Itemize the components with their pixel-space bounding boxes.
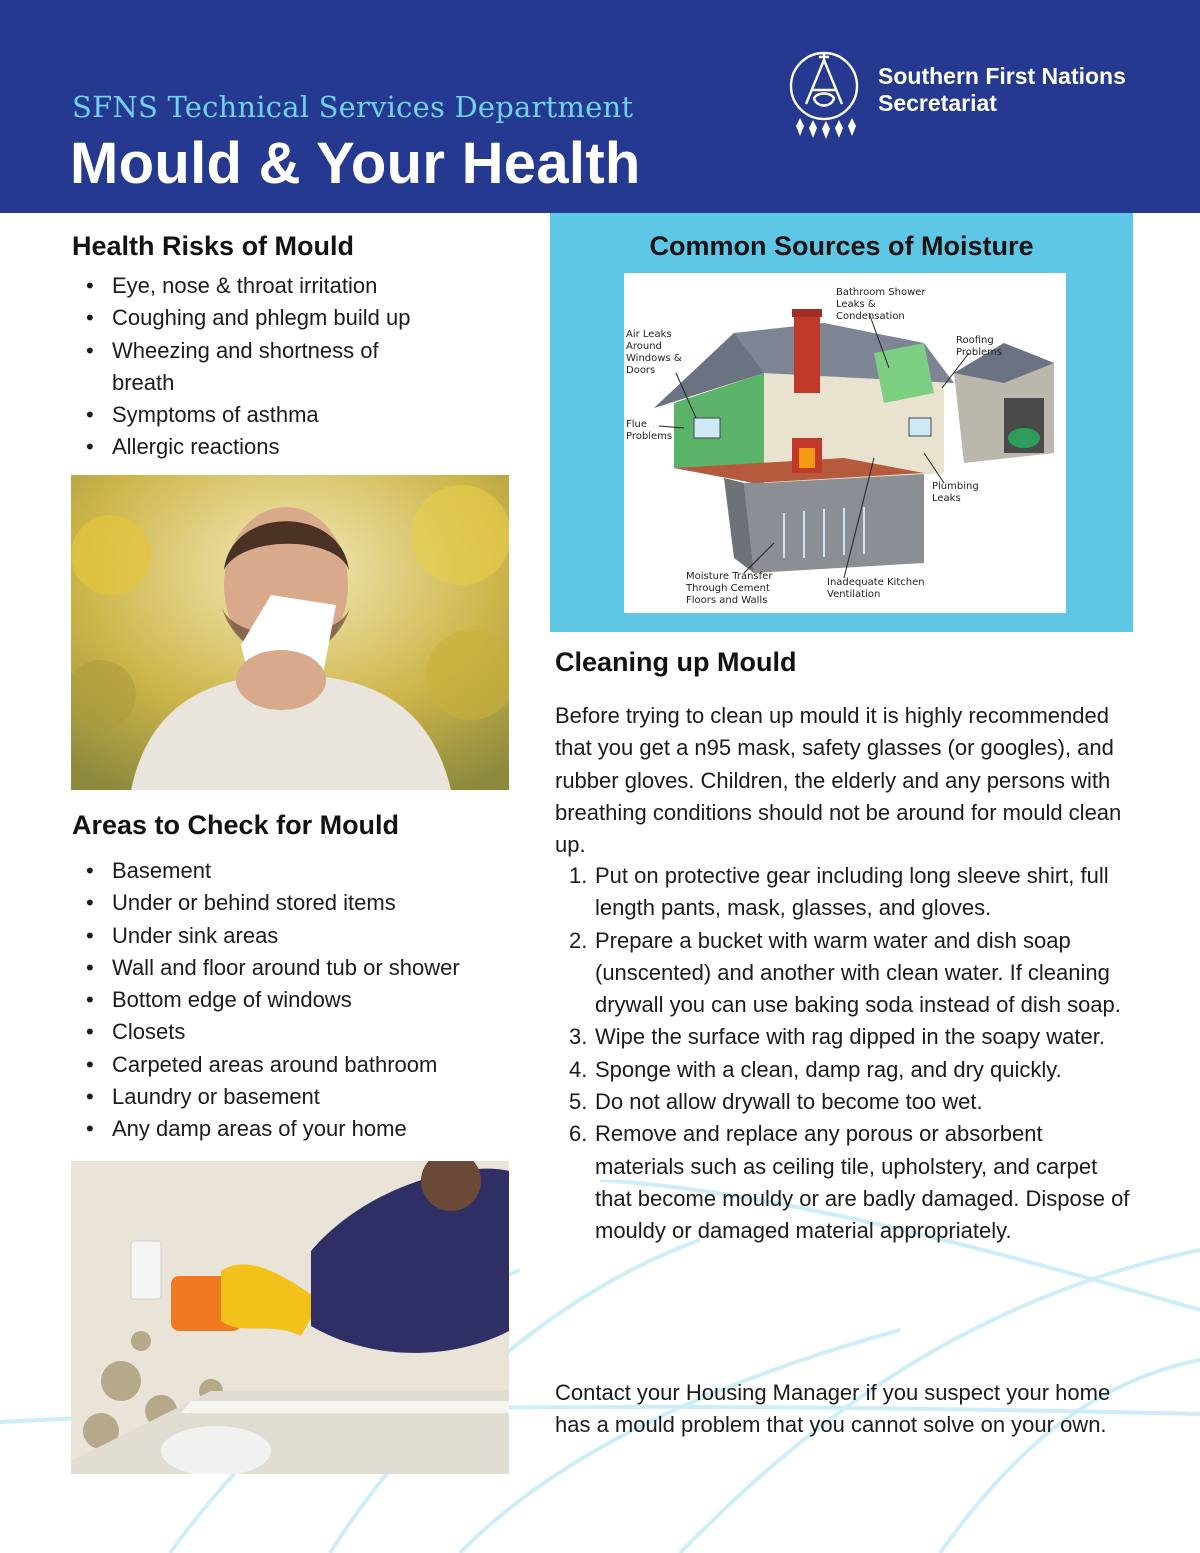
areas-to-check-list: [72, 855, 532, 1146]
list-item: 5. Do not allow drywall to become too wet.: [569, 1089, 983, 1115]
list-item: • Wall and floor around tub or shower: [86, 954, 460, 980]
cleaning-mould-photo: [71, 1161, 509, 1474]
header-banner: [0, 0, 1200, 213]
list-item: 2. Prepare a bucket with warm water and dish soap (unscented) and another with clean water. If cleaning drywall you can use baking soda instead of dish soap.: [569, 927, 1121, 1018]
health-risks-list: [72, 270, 492, 464]
list-item: • Laundry or basement: [86, 1084, 320, 1110]
list-item: • Carpeted areas around bathroom: [86, 1051, 438, 1077]
list-item: • Coughing and phlegm build up: [86, 305, 411, 331]
house-illustration: [624, 273, 1066, 613]
list-item: • Under or behind stored items: [86, 890, 396, 916]
diagram-label-bathroom: Bathroom Shower Leaks & Condensation: [836, 287, 926, 322]
diagram-label-kitchen: Inadequate Kitchen Ventilation: [827, 577, 925, 600]
cleaning-intro: Before trying to clean up mould it is highly recommended that you get a n95 mask, safety glasses (or googles), and rubber gloves. Children, the elderly and any persons with breathing conditions should not be around for mould clean up.: [555, 703, 1122, 858]
diagram-label-roofing: Roofing Problems: [956, 335, 1003, 358]
sneezing-man-photo: [71, 475, 509, 790]
list-item: • Symptoms of asthma: [86, 402, 319, 428]
list-item: • Closets: [86, 1019, 186, 1045]
diagram-label-air-leaks: Air Leaks Around Windows & Doors: [626, 329, 682, 376]
list-item: 3. Wipe the surface with rag dipped in the soapy water.: [569, 1024, 1105, 1050]
diagram-label-flue: Flue Problems: [626, 419, 673, 442]
department-name: SFNS Technical Services Department: [72, 90, 634, 124]
health-risks-heading: Health Risks of Mould: [72, 231, 355, 261]
list-item: • Bottom edge of windows: [86, 987, 352, 1013]
page-title: Mould & Your Health: [70, 131, 641, 196]
dreamcatcher-logo-icon: [786, 46, 862, 154]
house-moisture-diagram: [624, 273, 1066, 613]
list-item: • Wheezing and shortness of breath: [86, 337, 379, 395]
list-item: 6. Remove and replace any porous or absorbent materials such as ceiling tile, upholstery, and carpet that become mouldy or are badly damaged. Dispose of mouldy or damaged material appropriately.: [569, 1121, 1130, 1244]
moisture-sources-heading: Common Sources of Moisture: [649, 231, 1034, 261]
diagram-label-moisture-transfer: Moisture Transfer Through Cement Floors and Walls: [686, 571, 773, 606]
cleaning-steps-list: [555, 860, 1135, 1248]
list-item: 1. Put on protective gear including long sleeve shirt, full length pants, mask, glasses, and gloves.: [569, 863, 1109, 921]
list-item: • Allergic reactions: [86, 434, 280, 460]
diagram-label-plumbing: Plumbing Leaks: [932, 481, 979, 504]
list-item: • Eye, nose & throat irritation: [86, 273, 378, 298]
areas-to-check-heading: Areas to Check for Mould: [72, 810, 400, 840]
contact-note: Contact your Housing Manager if you suspect your home has a mould problem that you cannot solve on your own.: [555, 1380, 1111, 1438]
list-item: • Basement: [86, 858, 212, 883]
list-item: • Under sink areas: [86, 922, 279, 948]
moisture-sources-panel: [550, 213, 1133, 632]
list-item: • Any damp areas of your home: [86, 1116, 407, 1142]
list-item: 4. Sponge with a clean, damp rag, and dry quickly.: [569, 1056, 1062, 1082]
organization-name: Southern First Nations Secretariat: [878, 63, 1126, 116]
cleaning-heading: Cleaning up Mould: [555, 647, 797, 677]
